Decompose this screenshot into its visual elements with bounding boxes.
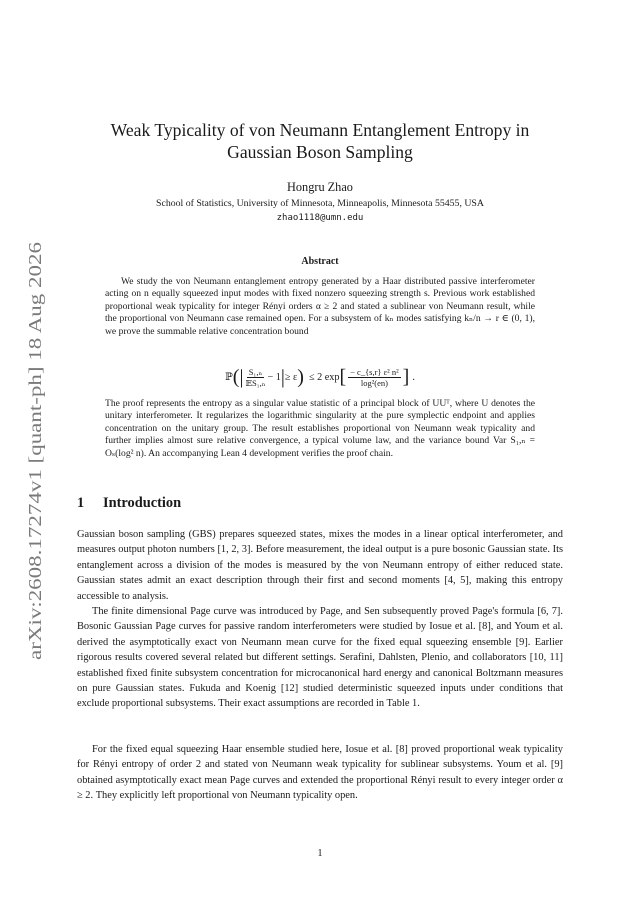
- formula-paren-close: ): [297, 366, 304, 388]
- formula-paren-open: (: [232, 366, 240, 388]
- formula-condition: ≥ ε: [284, 371, 298, 383]
- arxiv-side-stamp: [14, 240, 52, 660]
- formula-ratio-denominator: 𝔼S₁,ₙ: [245, 377, 266, 388]
- author-email: zhao1118@umn.edu: [276, 213, 364, 223]
- formula-bracket-close: ]: [402, 366, 410, 388]
- intro-paragraph-3: For the fixed equal squeezing Haar ensemble studied here, Iosue et al. [8] proved proportional weak typicality for Rényi entropy of order 2 and stated von Neumann weak typicality for sublinear subsystems. Youm et al. [9] obtained asymptotically exact mean Page curves and extended the proportional Rényi result to every integer order α ≥ 2. They explicitly left proportional von Neumann typicality open.: [77, 744, 563, 802]
- paper-title: Weak Typicality of von Neumann Entanglement Entropy in Gaussian Boson Sampling: [110, 120, 530, 162]
- abstract-heading: Abstract: [301, 256, 339, 267]
- page-number: 1: [317, 848, 323, 859]
- formula-ratio: [245, 367, 265, 388]
- formula-exponent: [348, 367, 401, 388]
- author-affiliation: School of Statistics, University of Minnesota, Minneapolis, Minnesota 55455, USA: [156, 198, 484, 209]
- section-heading: [77, 495, 181, 512]
- formula-prob: ℙ: [225, 371, 233, 383]
- section-title: Introduction: [103, 495, 182, 511]
- formula-exponent-denominator: log²(en): [360, 377, 388, 388]
- concentration-bound-formula: [77, 362, 563, 392]
- section-number: 1: [77, 495, 85, 511]
- formula-bracket-open: [: [339, 366, 347, 388]
- author-name: Hongru Zhao: [287, 180, 353, 194]
- intro-paragraph-2: The finite dimensional Page curve was introduced by Page, and Sen subsequently proved Page's formula [6, 7]. Bosonic Gaussian Page curves for passive random interferometers were studied by Iosue et al. [8], and Youm et al. derived the asymptotically exact von Neumann mean curve for the fixed equal squeezing ensemble [9]. Earlier rigorous results covered several related but different settings. Serafini, Dahlsten, Plenio, and collaborators [10, 11] established fixed finite subsystem concentration for microcanonical hard energy and canonical Boltzmann measures on pure Gaussian states. Fukuda and Koenig [12] studied deterministic squeezed inputs under conditions that exclude proportional subsystems. Their exact assumptions are recorded in Table 1.: [77, 606, 563, 710]
- abstract-paragraph-1: We study the von Neumann entanglement entropy generated by a Haar distributed passive interferometer acting on n equally squeezed input modes with fixed nonzero squeezing strength s. Previous work established proportional weak typicality for integer Rényi orders α ≥ 2 and stated a sublinear von Neumann result, while the proportional von Neumann case remained open. For a subsystem of kₙ modes satisfying kₙ/n → r ∈ (0, 1), we prove the summable relative concentration bound: [105, 276, 535, 337]
- arxiv-stamp-text: arXiv:2608.17274v1 [quant-ph] 18 Aug 2026: [25, 343, 45, 660]
- formula-minus-one: − 1: [267, 371, 281, 383]
- formula-abs-bar-close: |: [280, 366, 285, 388]
- abstract-paragraph-2: The proof represents the entropy as a singular value statistic of a principal block of UUᵀ, where U denotes the unitary interferometer. It regularizes the logarithmic singularity at the pure symplectic endpoint and applies concentration on the unitary group. The result establishes proportional von Neumann weak typicality and further implies almost sure relative convergence, a typical volume law, and the variance bound Var S₁,ₙ = Oₛ(log² n). An accompanying Lean 4 development verifies the proof chain.: [105, 398, 535, 459]
- formula-abs-bar: |: [239, 366, 244, 388]
- formula-exponent-numerator: − c_{s,r} ε² n²: [350, 366, 399, 377]
- formula-ratio-numerator: S₁,ₙ: [248, 366, 263, 377]
- formula-period: .: [412, 371, 415, 383]
- intro-paragraph-1: Gaussian boson sampling (GBS) prepares squeezed states, mixes the modes in a linear optical interferometer, and measures output photon numbers [1, 2, 3]. Before measurement, the ideal output is a pure bosonic Gaussian state. Its entanglement across a division of the modes is measured by the von Neumann entropy of either reduced state. Gaussian states admit an exact description through their first and second moments [4, 5], making this entropy accessible to analysis.: [77, 529, 563, 602]
- formula-rhs-prefix: ≤ 2 exp: [308, 371, 340, 383]
